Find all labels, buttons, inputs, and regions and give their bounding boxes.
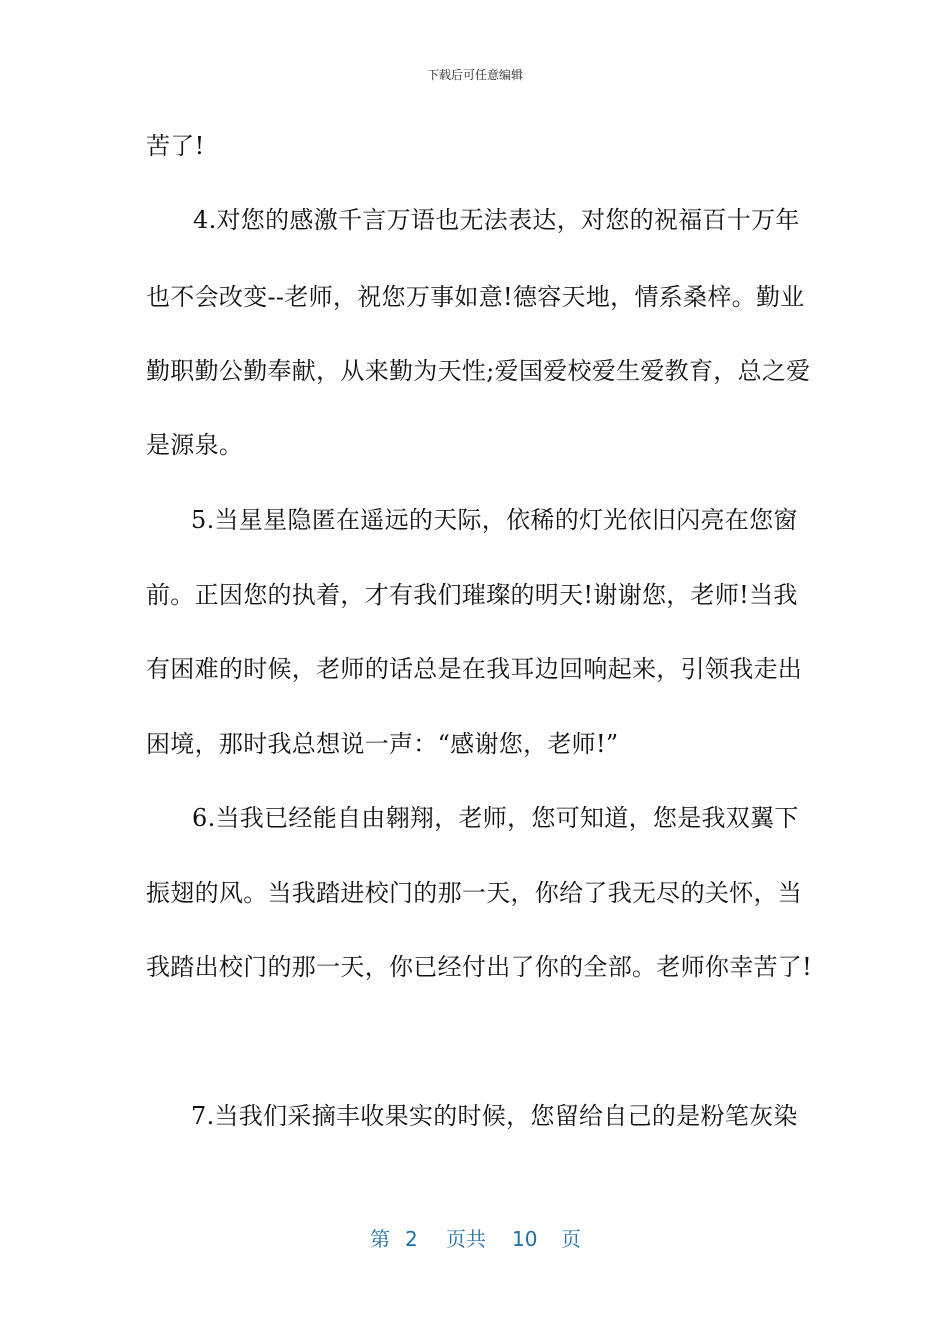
current-page-number: 2 (405, 1227, 418, 1251)
text-line: 有困难的时候，老师的话总是在我耳边回响起来，引领我走出 (146, 655, 803, 683)
total-pages-number: 10 (512, 1227, 538, 1251)
text-line: 5.当星星隐匿在遥远的天际，依稀的灯光依旧闪亮在您窗 (191, 506, 798, 534)
page-header-note: 下载后可任意编辑 (426, 68, 523, 82)
text-line: 困境，那时我总想说一声：“感谢您，老师!” (146, 730, 619, 758)
text-line: 苦了! (146, 132, 205, 160)
page-label-suffix: 页 (561, 1227, 581, 1251)
page-label-prefix: 第 (370, 1227, 390, 1251)
text-line: 振翅的风。当我踏进校门的那一天，你给了我无尽的关怀，当 (146, 879, 803, 907)
text-line: 是源泉。 (146, 431, 244, 459)
text-line: 勤职勤公勤奉献，从来勤为天性;爱国爱校爱生爱教育，总之爱 (146, 357, 811, 385)
text-line: 7.当我们采摘丰收果实的时候，您留给自己的是粉笔灰染 (191, 1102, 798, 1130)
text-line: 前。正因您的执着，才有我们璀璨的明天!谢谢您，老师!当我 (146, 581, 798, 609)
text-line: 4.对您的感激千言万语也无法表达，对您的祝福百十万年 (193, 206, 800, 234)
page-label-middle: 页共 (446, 1227, 486, 1251)
text-line: 6.当我已经能自由翱翔，老师，您可知道，您是我双翼下 (192, 804, 799, 832)
page-footer (0, 1226, 950, 1252)
text-line: 也不会改变--老师，祝您万事如意!德容天地，情系桑梓。勤业 (146, 283, 805, 311)
text-line: 我踏出校门的那一天，你已经付出了你的全部。老师你幸苦了! (146, 953, 813, 981)
